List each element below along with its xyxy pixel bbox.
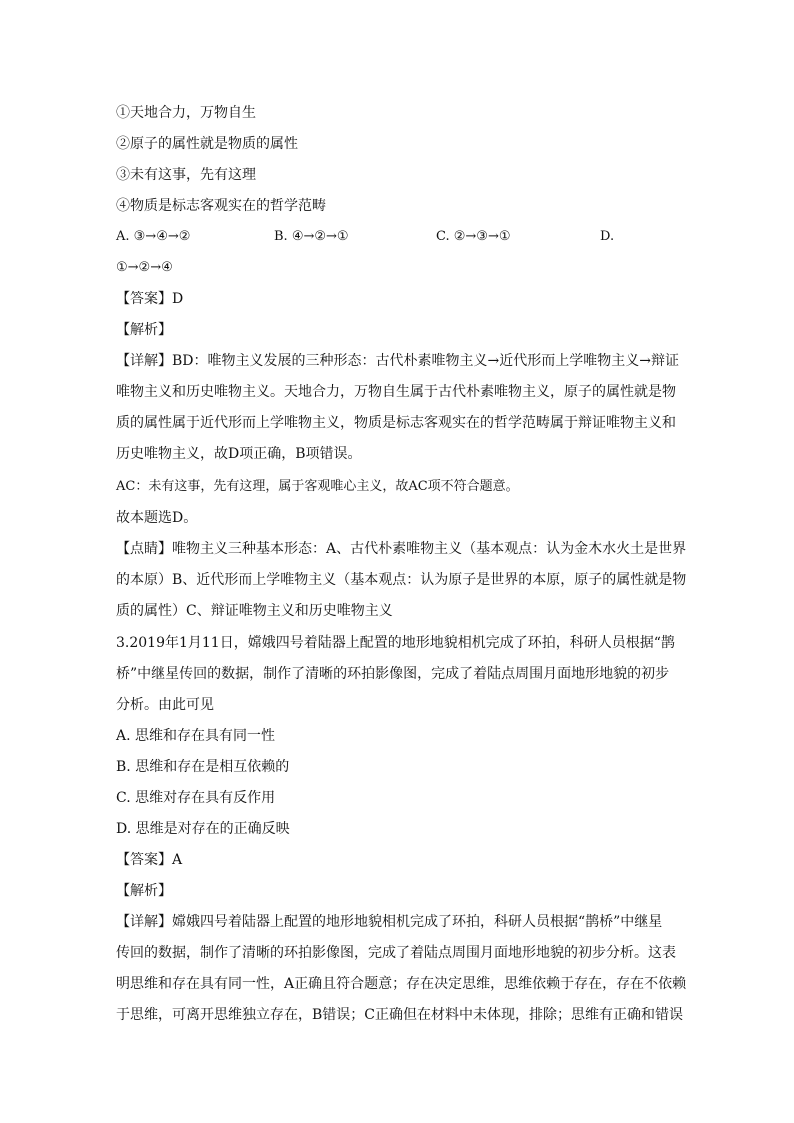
q2-option-d: D. bbox=[600, 229, 615, 244]
q3-analysis-label: 【解析】 bbox=[116, 883, 172, 899]
q2-detail-line: 质的属性属于近代形而上学唯物主义，物质是标志客观实在的哲学范畴属于辩证唯物主义和 bbox=[116, 415, 676, 431]
statement-4: ④物质是标志客观实在的哲学范畴 bbox=[116, 198, 326, 214]
q2-option-a: A. ③→④→② bbox=[116, 229, 191, 244]
q3-stem-line: 桥”中继星传回的数据，制作了清晰的环拍影像图，完成了着陆点周围月面地形地貌的初步 bbox=[116, 666, 670, 682]
statement-1: ①天地合力，万物自生 bbox=[116, 105, 256, 121]
q3-option-a: A. 思维和存在具有同一性 bbox=[116, 728, 276, 744]
q2-detail-line: 【详解】BD：唯物主义发展的三种形态：古代朴素唯物主义→近代形而上学唯物主义→辩证 bbox=[116, 353, 679, 369]
q3-detail-line: 传回的数据，制作了清晰的环拍影像图，完成了着陆点周围月面地形地貌的初步分析。这表 bbox=[116, 945, 676, 961]
q2-detail-line: 历史唯物主义，故D项正确，B项错误。 bbox=[116, 446, 362, 462]
q2-analysis-label: 【解析】 bbox=[116, 322, 172, 338]
q2-option-c: C. ②→③→① bbox=[436, 229, 511, 244]
q3-option-b: B. 思维和存在是相互依赖的 bbox=[116, 759, 290, 775]
q2-option-d-continued: ①→②→④ bbox=[116, 260, 173, 275]
q3-detail-line: 明思维和存在具有同一性，A正确且符合题意；存在决定思维，思维依赖于存在，存在不依赖 bbox=[116, 976, 687, 992]
q2-option-b: B. ④→②→① bbox=[274, 229, 349, 244]
q2-answer: 【答案】D bbox=[116, 291, 184, 307]
q3-answer: 【答案】A bbox=[116, 852, 183, 868]
q2-detail-line: AC：未有这事，先有这理，属于客观唯心主义，故AC项不符合题意。 bbox=[116, 479, 519, 494]
q3-stem-line: 分析。由此可见 bbox=[116, 697, 214, 713]
q2-point-line: 的本原）B、近代形而上学唯物主义（基本观点：认为原子是世界的本原，原子的属性就是物 bbox=[116, 572, 687, 588]
statement-3: ③未有这事，先有这理 bbox=[116, 167, 256, 183]
statement-2: ②原子的属性就是物质的属性 bbox=[116, 136, 298, 152]
q2-options-row bbox=[116, 227, 686, 247]
q3-option-d: D. 思维是对存在的正确反映 bbox=[116, 821, 290, 837]
q2-detail-line: 唯物主义和历史唯物主义。天地合力，万物自生属于古代朴素唯物主义，原子的属性就是物 bbox=[116, 384, 676, 400]
q3-option-c: C. 思维对存在具有反作用 bbox=[116, 790, 276, 806]
q2-point-line: 质的属性）C、辩证唯物主义和历史唯物主义 bbox=[116, 603, 393, 619]
q2-point-line: 【点睛】唯物主义三种基本形态：A、古代朴素唯物主义（基本观点：认为金木水火土是世界 bbox=[116, 541, 687, 557]
q3-stem-line: 3.2019年1月11日，嫦娥四号着陆器上配置的地形地貌相机完成了环拍，科研人员根据“鹊 bbox=[116, 635, 675, 651]
q2-conclusion: 故本题选D。 bbox=[116, 510, 198, 526]
q3-detail-line: 于思维，可离开思维独立存在，B错误；C正确但在材料中未体现，排除；思维有正确和错误 bbox=[116, 1007, 683, 1023]
q3-detail-line: 【详解】嫦娥四号着陆器上配置的地形地貌相机完成了环拍，科研人员根据“鹊桥”中继星 bbox=[116, 914, 663, 930]
